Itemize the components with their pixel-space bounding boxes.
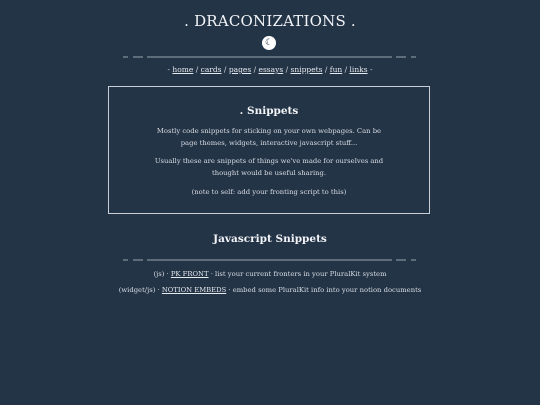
nav-link-fun[interactable]: fun <box>329 65 343 74</box>
nav-link-home[interactable]: home <box>172 65 194 74</box>
nav-separator: / <box>193 65 201 74</box>
snippet-prefix: (js) · <box>153 270 171 278</box>
nav-link-snippets[interactable]: snippets <box>290 65 323 74</box>
intro-card-title: . Snippets <box>239 105 299 117</box>
js-section-title: Javascript Snippets <box>213 233 327 245</box>
nav-separator: / <box>342 65 350 74</box>
nav-link-essays[interactable]: essays <box>258 65 284 74</box>
divider-section <box>0 257 540 263</box>
nav-separator: / <box>251 65 259 74</box>
nav-link-cards[interactable]: cards <box>200 65 222 74</box>
nav-link-links[interactable]: links <box>349 65 368 74</box>
snippet-item-pk-front <box>0 270 540 278</box>
moon-icon[interactable]: ☾ <box>262 36 276 50</box>
intro-paragraph-2: Usually these are snippets of things we've made for ourselves and thought would be useful sharing. <box>154 157 384 177</box>
snippet-description: · list your current fronters in your PluralKit system <box>208 270 387 278</box>
intro-card <box>108 86 430 214</box>
nav-separator: / <box>221 65 229 74</box>
main-nav <box>0 65 540 74</box>
snippet-description: · embed some PluralKit info into your notion documents <box>226 286 422 294</box>
snippet-prefix: (widget/js) · <box>118 286 162 294</box>
intro-paragraph-1: Mostly code snippets for sticking on your own webpages. Can be page themes, widgets, interactive javascript stuff... <box>156 127 382 147</box>
divider-top <box>0 54 540 60</box>
nav-link-pages[interactable]: pages <box>228 65 252 74</box>
nav-prefix: - <box>167 65 173 74</box>
snippet-item-notion-embeds <box>0 286 540 294</box>
nav-separator: / <box>322 65 330 74</box>
snippet-link-pk-front[interactable]: PK FRONT <box>170 270 209 278</box>
site-title: . DRACONIZATIONS . <box>184 12 356 30</box>
nav-suffix: - <box>367 65 373 74</box>
snippet-link-notion-embeds[interactable]: NOTION EMBEDS <box>161 286 227 294</box>
nav-separator: / <box>283 65 291 74</box>
intro-paragraph-3: (note to self: add your fronting script to this) <box>191 188 347 196</box>
